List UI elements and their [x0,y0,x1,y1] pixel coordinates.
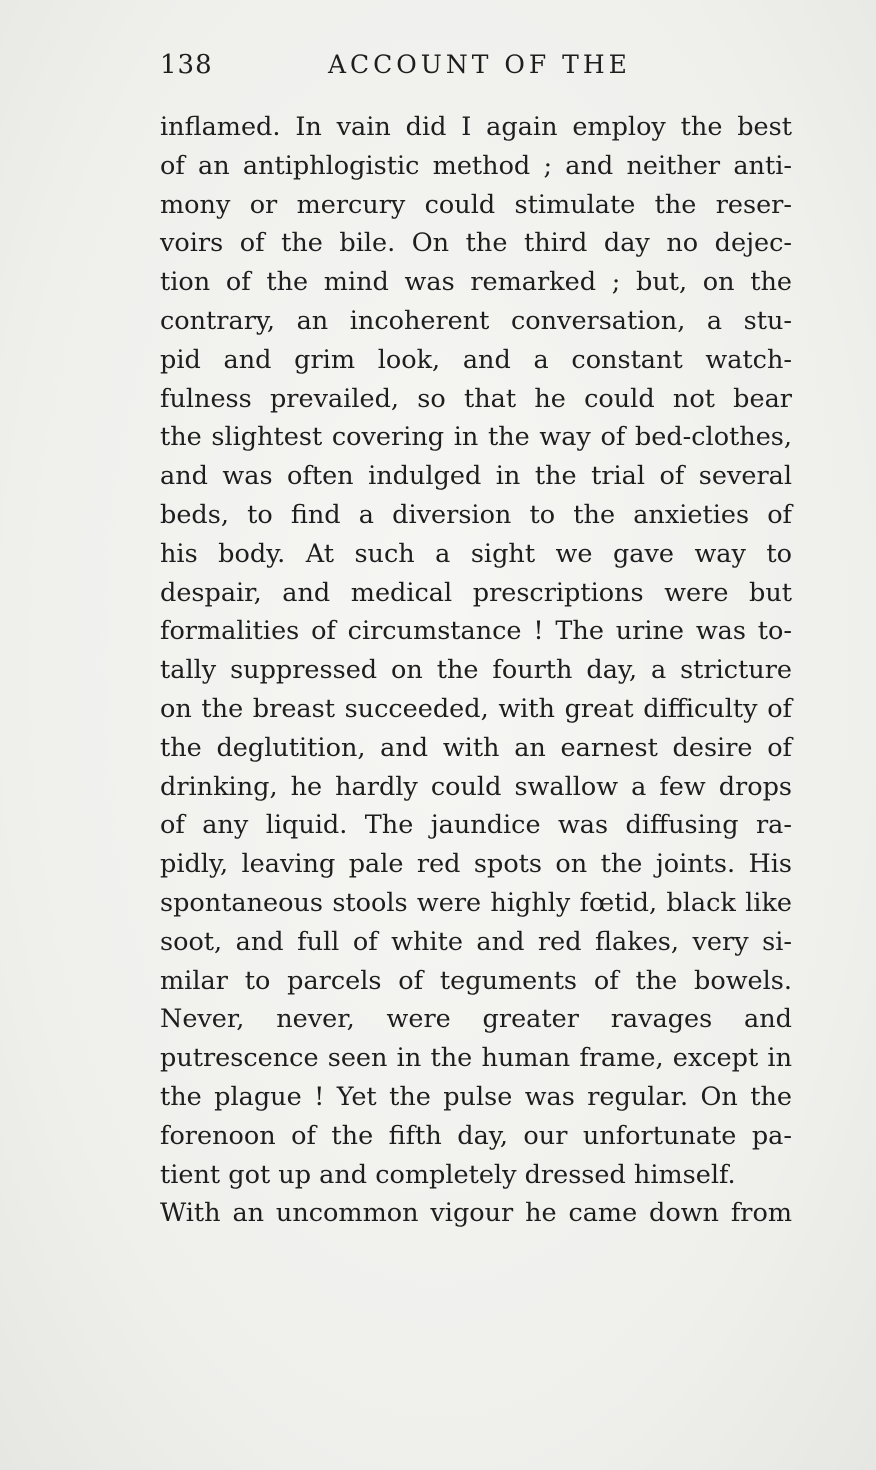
text-line: the plague ! Yet the pulse was regular. On the [160,1081,792,1112]
text-line: putrescence seen in the human frame, except in [160,1043,792,1074]
body-text [160,108,792,1233]
text-line: tally suppressed on the fourth day, a stricture [160,655,792,686]
text-line: his body. At such a sight we gave way to [160,538,792,569]
text-line: drinking, he hardly could swallow a few drops [160,771,792,802]
text-line: of any liquid. The jaundice was diffusing ra- [160,810,792,841]
text-line: contrary, an incoherent conversation, a stu- [160,305,792,336]
text-line: formalities of circumstance ! The urine was to- [160,616,792,647]
text-line: fulness prevailed, so that he could not bear [160,383,792,414]
page-header [160,50,800,90]
text-line: voirs of the bile. On the third day no dejec- [160,228,792,259]
text-line: on the breast succeeded, with great difficulty of [160,693,792,724]
text-line: spontaneous stools were highly fœtid, black like [160,887,792,918]
text-line: tient got up and completely dressed himself. [160,1159,736,1190]
text-line: mony or mercury could stimulate the reser- [160,189,792,220]
text-line: pid and grim look, and a constant watch- [160,344,792,375]
text-line: pidly, leaving pale red spots on the joints. His [160,849,792,880]
text-line: of an antiphlogistic method ; and neither anti- [160,150,792,181]
text-line: beds, to find a diversion to the anxieties of [160,499,792,530]
text-line: inflamed. In vain did I again employ the best [160,112,792,142]
text-line: With an uncommon vigour he came down from [160,1198,792,1229]
text-line: despair, and medical prescriptions were but [160,577,792,608]
text-line: milar to parcels of teguments of the bowels. [160,965,792,996]
text-line: forenoon of the fifth day, our unfortunate pa- [160,1120,792,1151]
text-line: the deglutition, and with an earnest desire of [160,732,792,763]
text-line: and was often indulged in the trial of several [160,461,792,492]
text-line: tion of the mind was remarked ; but, on the [160,267,792,298]
text-line: Never, never, were greater ravages and [160,1004,792,1035]
running-head: ACCOUNT OF THE [328,50,631,79]
text-line: soot, and full of white and red flakes, very si- [160,926,792,957]
page-number: 138 [160,50,213,80]
text-line: the slightest covering in the way of bed-clothes, [160,422,792,453]
